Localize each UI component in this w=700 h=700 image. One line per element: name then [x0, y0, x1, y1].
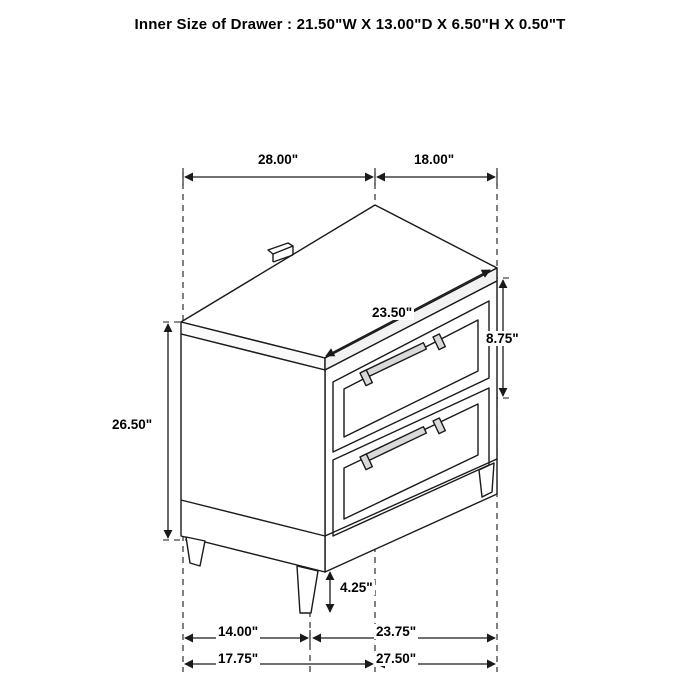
leg-left	[186, 537, 205, 566]
leg-front	[297, 566, 318, 613]
dimension-label-leg-height: 4.25"	[340, 580, 373, 595]
dimension-label-side-base-depth: 27.50"	[376, 651, 417, 666]
dimension-label-top-right-width: 18.00"	[414, 152, 455, 167]
dimension-label-overall-height: 26.50"	[112, 417, 153, 432]
dimension-label-side-depth-bottom: 23.75"	[376, 624, 417, 639]
front-panel	[181, 334, 325, 572]
dimension-label-front-foot-width: 14.00"	[218, 624, 259, 639]
dimension-label-drawer-height: 8.75"	[486, 331, 519, 346]
top-notch-detail	[268, 243, 293, 254]
dimension-label-depth-diagonal: 23.50"	[372, 305, 413, 320]
dimension-label-front-base-width: 17.75"	[218, 651, 259, 666]
nightstand-body	[181, 205, 497, 613]
dimension-label-top-left-width: 28.00"	[258, 152, 299, 167]
page-title: Inner Size of Drawer : 21.50"W X 13.00"D X 6.50"H X 0.50"T	[134, 16, 566, 33]
